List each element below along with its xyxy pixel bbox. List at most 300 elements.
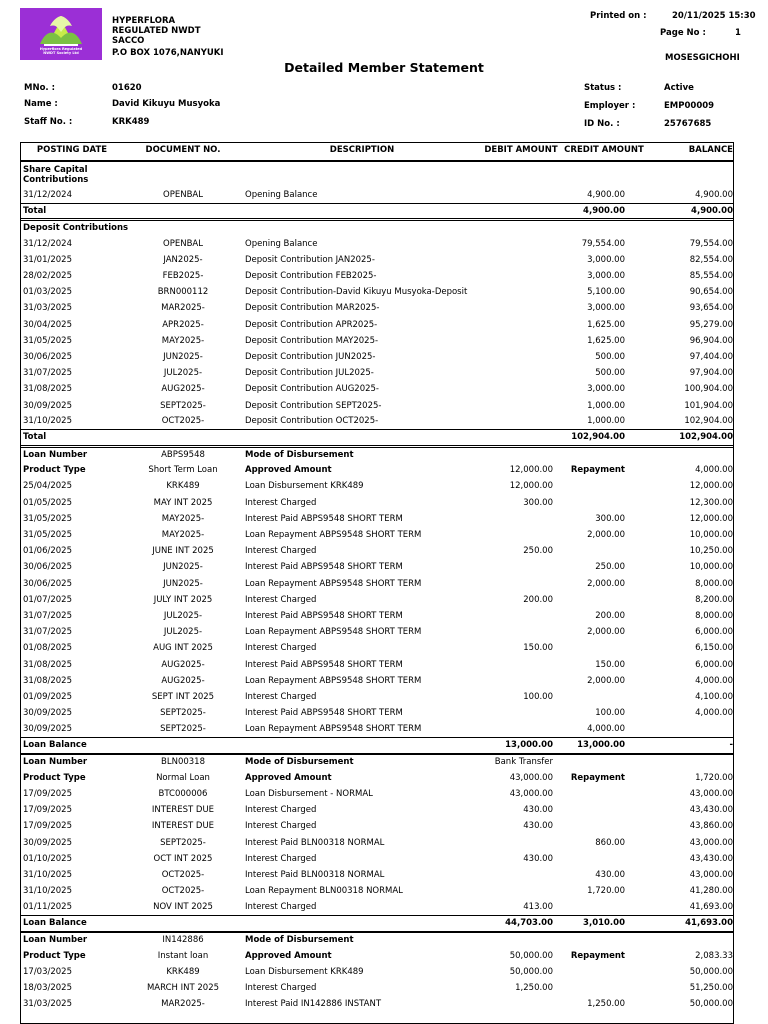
section-title-text: Share Capital Contributions xyxy=(23,165,89,185)
table-row xyxy=(21,883,734,899)
table-row xyxy=(21,980,734,996)
cell-description: Loan Repayment ABPS9548 SHORT TERM xyxy=(245,724,422,735)
cell-debit xyxy=(481,381,561,397)
cell-balance: 97,904.00 xyxy=(689,368,733,379)
cell-balance: 100,904.00 xyxy=(684,384,733,395)
printed-by-user: MOSESGICHOHI xyxy=(665,53,740,63)
cell-debit xyxy=(481,705,561,721)
cell-date: 30/06/2025 xyxy=(23,562,72,573)
cell-balance: 101,904.00 xyxy=(684,400,733,411)
cell-balance: 95,279.00 xyxy=(689,319,733,330)
cell-credit: 3,000.00 xyxy=(587,254,625,265)
cell-document: BTC000006 xyxy=(158,789,208,800)
cell-date: 30/09/2025 xyxy=(23,724,72,735)
table-row xyxy=(21,495,734,511)
cell-document: JAN2025- xyxy=(163,254,203,265)
cell-date: 31/10/2025 xyxy=(23,886,72,897)
table-row xyxy=(21,656,734,672)
cell-debit xyxy=(481,932,561,948)
cell-description: Interest Charged xyxy=(245,983,317,994)
printed-on-value: 20/11/2025 15:30 xyxy=(672,11,756,21)
cell-credit: 3,000.00 xyxy=(587,303,625,314)
org-name-line2: REGULATED NWDT xyxy=(112,26,201,36)
cell-credit xyxy=(561,802,647,818)
table-row xyxy=(21,689,734,705)
table-row xyxy=(21,252,734,268)
cell-document: JULY INT 2025 xyxy=(153,594,213,605)
organization-block xyxy=(112,16,224,58)
report-title: Detailed Member Statement xyxy=(284,60,484,75)
cell-document: SEPT INT 2025 xyxy=(151,691,215,702)
cell-balance: 43,430.00 xyxy=(689,805,733,816)
cell-credit xyxy=(561,932,647,948)
mno-value: 01620 xyxy=(112,83,142,93)
total-row xyxy=(21,430,734,446)
id-label: ID No. : xyxy=(584,119,620,129)
cell-date: 31/07/2025 xyxy=(23,627,72,638)
cell-debit: 100.00 xyxy=(523,691,553,702)
cell-date: 18/03/2025 xyxy=(23,983,72,994)
cell-balance: 6,000.00 xyxy=(695,659,733,670)
cell-date: Loan Number xyxy=(23,449,88,460)
cell-credit: 1,000.00 xyxy=(587,416,625,427)
cell-document: KRK489 xyxy=(166,481,200,492)
cell-description: Interest Charged xyxy=(245,691,317,702)
table-row xyxy=(21,333,734,349)
table-row xyxy=(21,835,734,851)
cell-document: MAY2025- xyxy=(161,335,205,346)
loan-header-row xyxy=(21,446,734,462)
cell-credit: 500.00 xyxy=(595,368,625,379)
cell-balance: 1,720.00 xyxy=(695,772,733,783)
cell-credit xyxy=(561,543,647,559)
cell-description: Deposit Contribution AUG2025- xyxy=(245,384,379,395)
col-balance: BALANCE xyxy=(647,143,734,161)
cell-document: JUN2025- xyxy=(163,562,203,573)
cell-credit xyxy=(561,754,647,770)
cell-document: SEPT2025- xyxy=(160,400,206,411)
cell-credit: 860.00 xyxy=(595,837,625,848)
status-value: Active xyxy=(664,83,694,93)
cell-date: 31/10/2025 xyxy=(23,416,72,427)
cell-balance: 43,000.00 xyxy=(689,837,733,848)
loan-balance-row xyxy=(21,737,734,753)
cell-credit: 1,250.00 xyxy=(587,999,625,1010)
cell-date: 30/04/2025 xyxy=(23,319,72,330)
cell-description xyxy=(243,430,481,446)
cell-balance: 97,404.00 xyxy=(689,351,733,362)
cell-balance xyxy=(647,721,734,737)
cell-balance: 6,150.00 xyxy=(695,643,733,654)
table-row xyxy=(21,527,734,543)
cell-debit: 12,000.00 xyxy=(509,465,553,476)
cell-balance: 43,000.00 xyxy=(689,789,733,800)
table-row xyxy=(21,414,734,430)
cell-date: 01/11/2025 xyxy=(23,902,72,913)
cell-credit xyxy=(561,640,647,656)
cell-credit: Repayment xyxy=(570,465,625,476)
cell-description: Interest Charged xyxy=(245,594,317,605)
cell-debit: 430.00 xyxy=(523,821,553,832)
cell-credit xyxy=(561,786,647,802)
cell-balance: 4,000.00 xyxy=(695,675,733,686)
cell-date: 01/05/2025 xyxy=(23,497,72,508)
cell-description: Deposit Contribution OCT2025- xyxy=(245,416,379,427)
page-no-value: 1 xyxy=(735,28,741,38)
cell-date: 31/03/2025 xyxy=(23,303,72,314)
staff-value: KRK489 xyxy=(112,117,150,127)
cell-balance: 41,280.00 xyxy=(689,886,733,897)
cell-document: JUL2025- xyxy=(163,610,203,621)
cell-document: Normal Loan xyxy=(156,772,210,783)
cell-debit: 200.00 xyxy=(523,594,553,605)
cell-description xyxy=(243,737,481,753)
cell-date: 31/05/2025 xyxy=(23,513,72,524)
cell-credit: 4,900.00 xyxy=(587,189,625,200)
cell-credit xyxy=(561,495,647,511)
cell-credit: 2,000.00 xyxy=(587,675,625,686)
cell-description: Interest Charged xyxy=(245,821,317,832)
cell-balance: 51,250.00 xyxy=(689,983,733,994)
section-title: Deposit Contributions xyxy=(23,223,129,234)
cell-document: SEPT2025- xyxy=(160,837,206,848)
table-row xyxy=(21,786,734,802)
cell-document: JUL2025- xyxy=(163,368,203,379)
cell-date: Loan Number xyxy=(23,935,88,946)
cell-document: AUG2025- xyxy=(161,675,205,686)
cell-credit: 13,000.00 xyxy=(561,737,647,753)
cell-document: INTEREST DUE xyxy=(151,821,215,832)
cell-credit: 1,720.00 xyxy=(587,886,625,897)
sacco-logo-icon xyxy=(20,8,102,60)
cell-debit: 13,000.00 xyxy=(481,737,561,753)
cell-debit xyxy=(481,349,561,365)
cell-description: Interest Paid ABPS9548 SHORT TERM xyxy=(245,513,403,524)
cell-debit: 150.00 xyxy=(523,643,553,654)
table-row xyxy=(21,365,734,381)
cell-balance: 43,860.00 xyxy=(689,821,733,832)
cell-document: OCT2025- xyxy=(161,869,205,880)
section-title-row xyxy=(21,161,734,187)
cell-debit xyxy=(481,867,561,883)
cell-debit: 430.00 xyxy=(523,805,553,816)
statement-table-frame xyxy=(20,142,734,1024)
cell-date: 31/12/2024 xyxy=(23,238,72,249)
cell-date: 31/08/2025 xyxy=(23,659,72,670)
cell-document: JUN2025- xyxy=(163,578,203,589)
cell-document xyxy=(123,203,243,219)
cell-balance: 8,000.00 xyxy=(695,578,733,589)
cell-credit: 4,000.00 xyxy=(587,724,625,735)
cell-description: Loan Repayment BLN00318 NORMAL xyxy=(245,886,403,897)
cell-debit xyxy=(481,559,561,575)
cell-description: Deposit Contribution MAR2025- xyxy=(245,303,380,314)
table-row xyxy=(21,851,734,867)
cell-debit: 12,000.00 xyxy=(509,481,553,492)
cell-balance: 50,000.00 xyxy=(689,999,733,1010)
cell-balance xyxy=(647,754,734,770)
cell-document: JUN2025- xyxy=(163,351,203,362)
cell-debit: 44,703.00 xyxy=(481,915,561,931)
cell-debit: 50,000.00 xyxy=(509,950,553,961)
cell-date: 01/08/2025 xyxy=(23,643,72,654)
loan-balance-row xyxy=(21,915,734,931)
mno-label: MNo. : xyxy=(24,83,55,93)
table-row xyxy=(21,640,734,656)
cell-description: Deposit Contribution MAY2025- xyxy=(245,335,379,346)
printed-on-label: Printed on : xyxy=(590,11,647,21)
cell-balance: 12,000.00 xyxy=(689,481,733,492)
cell-debit: 300.00 xyxy=(523,497,553,508)
cell-description: Interest Charged xyxy=(245,643,317,654)
cell-balance: 4,900.00 xyxy=(695,189,733,200)
cell-date: 01/03/2025 xyxy=(23,287,72,298)
cell-balance: 4,000.00 xyxy=(695,708,733,719)
cell-document: OPENBAL xyxy=(163,189,203,200)
cell-date: 31/01/2025 xyxy=(23,254,72,265)
table-row xyxy=(21,802,734,818)
cell-balance: 4,100.00 xyxy=(695,691,733,702)
cell-description: Mode of Disbursement xyxy=(245,935,354,946)
cell-debit xyxy=(481,430,561,446)
cell-description: Interest Charged xyxy=(245,546,317,557)
table-row xyxy=(21,721,734,737)
cell-document: NOV INT 2025 xyxy=(153,902,213,913)
cell-balance: 93,654.00 xyxy=(689,303,733,314)
cell-date: 31/08/2025 xyxy=(23,384,72,395)
cell-date: Product Type xyxy=(23,772,86,783)
cell-date: 31/10/2025 xyxy=(23,869,72,880)
section-title xyxy=(21,161,734,187)
cell-balance: 41,693.00 xyxy=(689,902,733,913)
cell-description: Interest Paid ABPS9548 SHORT TERM xyxy=(245,610,403,621)
cell-credit xyxy=(561,592,647,608)
table-row xyxy=(21,592,734,608)
cell-credit: 2,000.00 xyxy=(587,530,625,541)
org-name-line3: SACCO xyxy=(112,36,145,46)
cell-date: 30/06/2025 xyxy=(23,351,72,362)
name-label: Name : xyxy=(24,99,58,109)
cell-balance xyxy=(647,932,734,948)
cell-credit xyxy=(561,980,647,996)
cell-debit xyxy=(481,365,561,381)
cell-credit: 79,554.00 xyxy=(581,238,625,249)
loan-product-row xyxy=(21,770,734,786)
cell-description: Interest Paid BLN00318 NORMAL xyxy=(245,869,385,880)
cell-date: 30/09/2025 xyxy=(23,400,72,411)
table-row xyxy=(21,818,734,834)
loan-product-row xyxy=(21,462,734,478)
cell-debit xyxy=(481,511,561,527)
cell-document: MAY2025- xyxy=(161,530,205,541)
cell-debit xyxy=(481,333,561,349)
cell-description: Deposit Contribution FEB2025- xyxy=(245,271,377,282)
statement-body xyxy=(21,161,734,1013)
cell-date: 31/07/2025 xyxy=(23,368,72,379)
cell-debit xyxy=(481,203,561,219)
cell-document: JUL2025- xyxy=(163,627,203,638)
table-row xyxy=(21,317,734,333)
cell-date: 31/12/2024 xyxy=(23,189,72,200)
cell-date: 31/05/2025 xyxy=(23,530,72,541)
cell-balance: 90,654.00 xyxy=(689,287,733,298)
total-row xyxy=(21,203,734,219)
col-document-no: DOCUMENT NO. xyxy=(123,143,243,161)
cell-date: Total xyxy=(21,203,123,219)
cell-credit xyxy=(561,899,647,915)
table-row xyxy=(21,268,734,284)
table-row xyxy=(21,381,734,397)
cell-debit xyxy=(481,656,561,672)
cell-description xyxy=(243,915,481,931)
cell-date: 30/09/2025 xyxy=(23,837,72,848)
cell-description: Deposit Contribution JUN2025- xyxy=(245,351,376,362)
table-row xyxy=(21,624,734,640)
cell-balance: - xyxy=(647,737,734,753)
cell-document: IN142886 xyxy=(162,935,204,946)
cell-date: Product Type xyxy=(23,950,86,961)
status-label: Status : xyxy=(584,83,622,93)
cell-balance: 41,693.00 xyxy=(647,915,734,931)
cell-balance: 2,083.33 xyxy=(695,950,733,961)
cell-date: 01/06/2025 xyxy=(23,546,72,557)
cell-credit: 5,100.00 xyxy=(587,287,625,298)
table-row xyxy=(21,996,734,1012)
cell-balance: 12,000.00 xyxy=(689,513,733,524)
table-row xyxy=(21,187,734,203)
table-row xyxy=(21,867,734,883)
id-value: 25767685 xyxy=(664,119,712,129)
cell-credit: 2,000.00 xyxy=(587,627,625,638)
cell-debit xyxy=(481,187,561,203)
cell-document: AUG2025- xyxy=(161,384,205,395)
cell-description: Interest Charged xyxy=(245,853,317,864)
cell-balance: 50,000.00 xyxy=(689,967,733,978)
cell-document: BRN000112 xyxy=(157,287,209,298)
cell-date: 17/03/2025 xyxy=(23,967,72,978)
cell-description: Interest Charged xyxy=(245,497,317,508)
cell-description xyxy=(243,203,481,219)
cell-document: MAR2025- xyxy=(161,303,205,314)
cell-debit xyxy=(481,624,561,640)
cell-debit xyxy=(481,996,561,1012)
table-row xyxy=(21,608,734,624)
staff-label: Staff No. : xyxy=(24,117,73,127)
table-row xyxy=(21,284,734,300)
table-row xyxy=(21,964,734,980)
cell-credit: 2,000.00 xyxy=(587,578,625,589)
cell-balance: 96,904.00 xyxy=(689,335,733,346)
cell-document: KRK489 xyxy=(166,967,200,978)
org-address: P.O BOX 1076,NANYUKI xyxy=(112,48,224,58)
cell-debit xyxy=(481,236,561,252)
cell-document: SEPT2025- xyxy=(160,708,206,719)
cell-description: Loan Repayment ABPS9548 SHORT TERM xyxy=(245,675,422,686)
cell-credit: 1,000.00 xyxy=(587,400,625,411)
cell-date: 31/07/2025 xyxy=(23,610,72,621)
cell-document: APR2025- xyxy=(162,319,204,330)
cell-balance: 79,554.00 xyxy=(689,238,733,249)
cell-credit: 250.00 xyxy=(595,562,625,573)
cell-date: 30/09/2025 xyxy=(23,708,72,719)
cell-description: Opening Balance xyxy=(245,238,318,249)
cell-balance: 102,904.00 xyxy=(684,416,733,427)
cell-balance: 12,300.00 xyxy=(689,497,733,508)
cell-document: AUG2025- xyxy=(161,659,205,670)
cell-description: Interest Paid ABPS9548 SHORT TERM xyxy=(245,659,403,670)
cell-description: Approved Amount xyxy=(245,465,332,476)
cell-description: Interest Charged xyxy=(245,902,317,913)
cell-date: 28/02/2025 xyxy=(23,271,72,282)
cell-description: Interest Paid BLN00318 NORMAL xyxy=(245,837,385,848)
cell-description: Deposit Contribution JUL2025- xyxy=(245,368,374,379)
col-description: DESCRIPTION xyxy=(243,143,481,161)
cell-credit: 150.00 xyxy=(595,659,625,670)
cell-balance: 10,250.00 xyxy=(689,546,733,557)
table-row xyxy=(21,559,734,575)
cell-document: OCT INT 2025 xyxy=(153,853,213,864)
cell-debit: 43,000.00 xyxy=(509,789,553,800)
cell-date: 30/06/2025 xyxy=(23,578,72,589)
cell-debit: 250.00 xyxy=(523,546,553,557)
cell-date: Loan Balance xyxy=(21,737,123,753)
cell-date: 01/09/2025 xyxy=(23,691,72,702)
cell-date: Total xyxy=(21,430,123,446)
cell-debit xyxy=(481,414,561,430)
cell-balance: 102,904.00 xyxy=(647,430,734,446)
cell-credit: 430.00 xyxy=(595,869,625,880)
table-row xyxy=(21,705,734,721)
cell-date: Loan Balance xyxy=(21,915,123,931)
cell-description: Loan Repayment ABPS9548 SHORT TERM xyxy=(245,578,422,589)
cell-description: Interest Charged xyxy=(245,805,317,816)
cell-document xyxy=(123,915,243,931)
cell-debit: 430.00 xyxy=(523,853,553,864)
table-row xyxy=(21,899,734,915)
cell-credit: 100.00 xyxy=(595,708,625,719)
cell-document xyxy=(123,737,243,753)
org-name-line1: HYPERFLORA xyxy=(112,16,176,26)
table-row xyxy=(21,673,734,689)
cell-date: 31/03/2025 xyxy=(23,999,72,1010)
cell-description: Loan Repayment ABPS9548 SHORT TERM xyxy=(245,627,422,638)
loan-product-row xyxy=(21,948,734,964)
cell-date: Product Type xyxy=(23,465,86,476)
cell-credit xyxy=(561,964,647,980)
cell-document: ABPS9548 xyxy=(161,449,205,460)
cell-date: 31/08/2025 xyxy=(23,675,72,686)
cell-description: Deposit Contribution APR2025- xyxy=(245,319,378,330)
cell-description: Interest Paid ABPS9548 SHORT TERM xyxy=(245,708,403,719)
cell-debit: Bank Transfer xyxy=(494,757,553,768)
cell-document: AUG INT 2025 xyxy=(153,643,213,654)
cell-debit xyxy=(481,576,561,592)
cell-description: Interest Paid ABPS9548 SHORT TERM xyxy=(245,562,403,573)
cell-debit: 413.00 xyxy=(523,902,553,913)
cell-credit: 3,000.00 xyxy=(587,384,625,395)
cell-document: OPENBAL xyxy=(163,238,203,249)
cell-debit xyxy=(481,268,561,284)
cell-date: 31/05/2025 xyxy=(23,335,72,346)
cell-description: Mode of Disbursement xyxy=(245,757,354,768)
table-header-row xyxy=(21,143,734,161)
cell-document: MARCH INT 2025 xyxy=(146,983,220,994)
loan-header-row xyxy=(21,932,734,948)
cell-balance: 82,554.00 xyxy=(689,254,733,265)
cell-balance: 43,000.00 xyxy=(689,869,733,880)
cell-date: 17/09/2025 xyxy=(23,789,72,800)
cell-balance: 85,554.00 xyxy=(689,271,733,282)
